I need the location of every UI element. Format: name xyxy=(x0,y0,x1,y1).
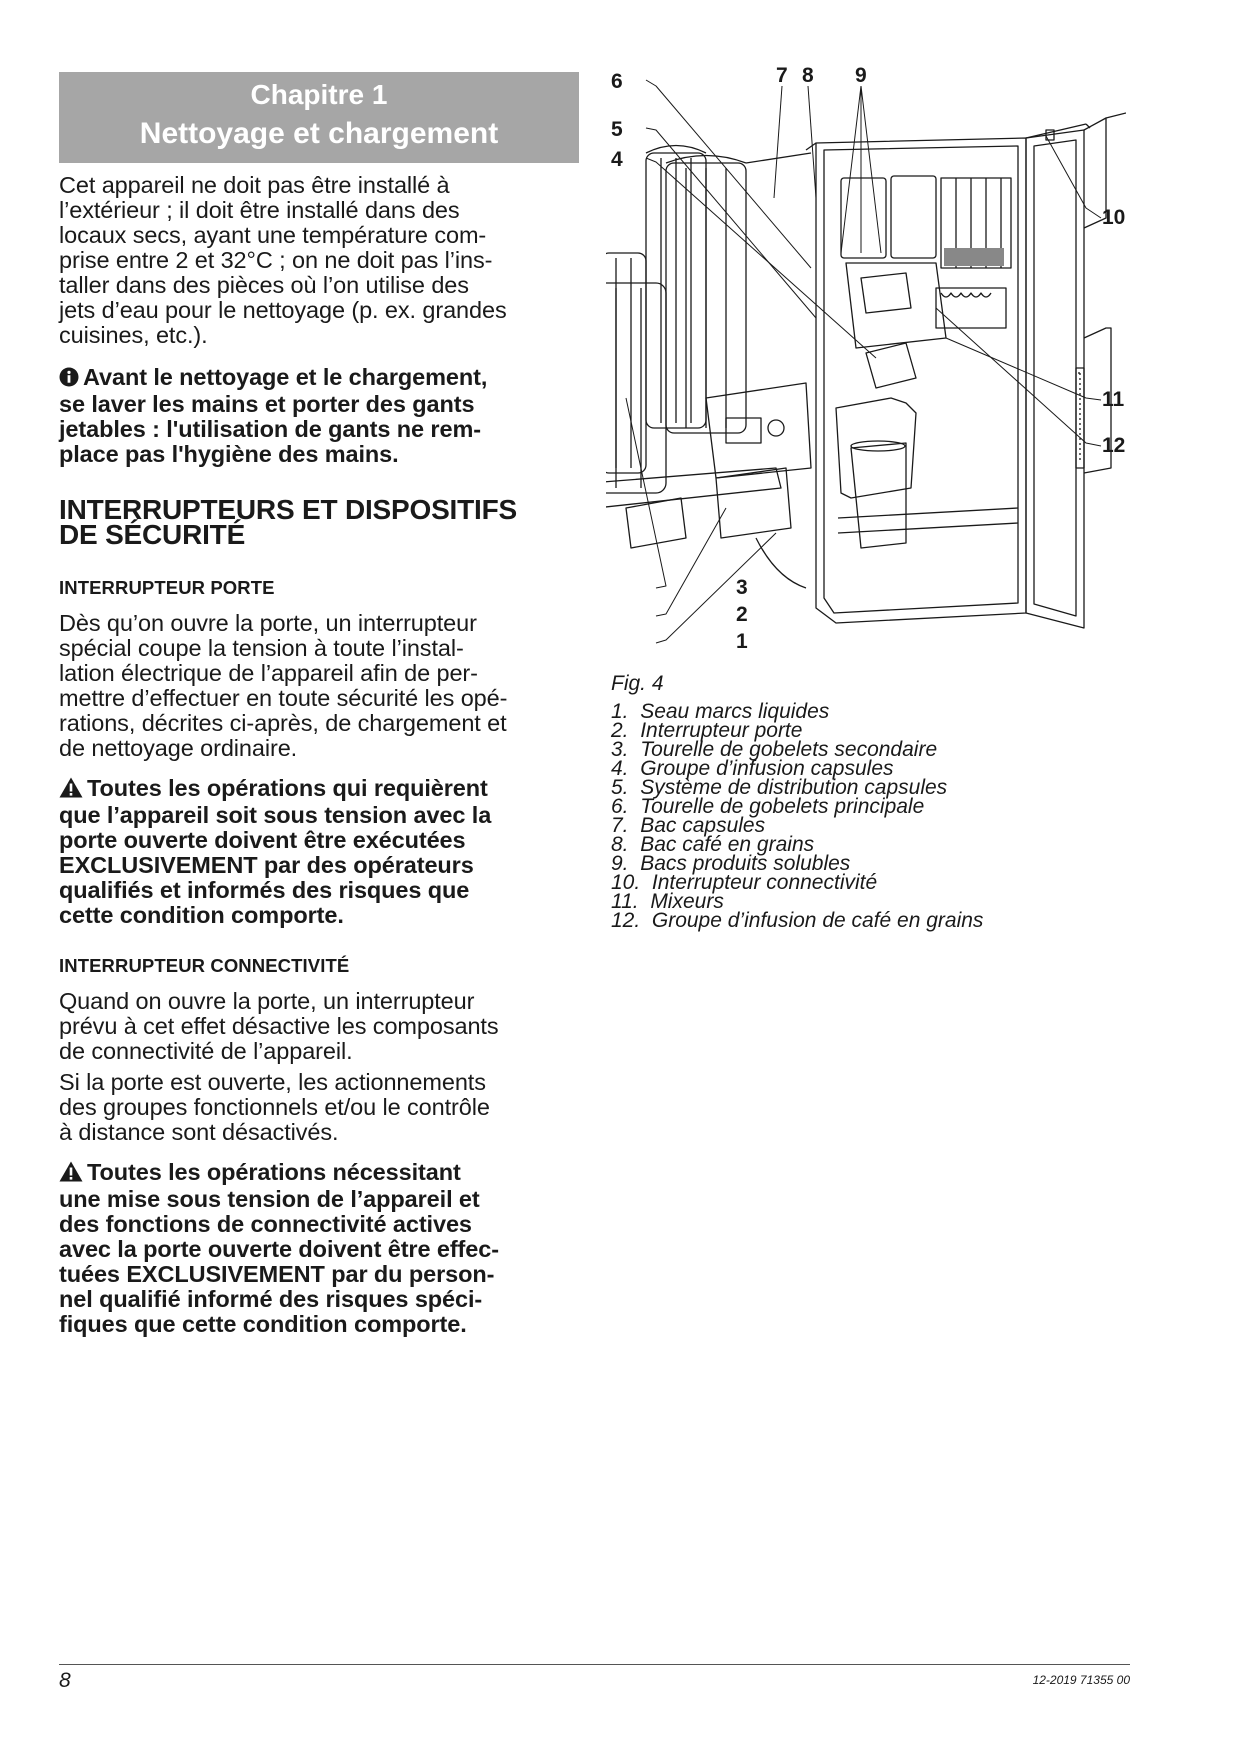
intro-line: locaux secs, ayant une température com- xyxy=(59,222,487,248)
connectivity-text-line: des groupes fonctionnels et/ou le contrôle xyxy=(59,1094,490,1120)
figure-legend xyxy=(611,702,1131,930)
intro-line: Cet appareil ne doit pas être installé à xyxy=(59,172,450,198)
callout-5: 5 xyxy=(611,118,623,141)
machine-illustration xyxy=(606,68,1126,668)
leader-8 xyxy=(808,86,816,198)
text-column xyxy=(59,72,579,1337)
warning-line: Toutes les opérations nécessitant xyxy=(87,1159,461,1185)
leader-1 xyxy=(656,533,776,643)
callout-2: 2 xyxy=(736,603,748,626)
brew-unit xyxy=(861,273,911,313)
hygiene-line: place pas l'hygiène des mains. xyxy=(59,441,399,467)
callout-8: 8 xyxy=(802,64,814,87)
intro-line: jets d’eau pour le nettoyage (p. ex. grandes xyxy=(59,297,507,323)
hygiene-line: se laver les mains et porter des gants xyxy=(59,391,475,417)
door-text-line: lation électrique de l’appareil afin de per- xyxy=(59,660,478,686)
door-text-line: mettre d’effectuer en toute sécurité les opé- xyxy=(59,685,508,711)
door-switch-warning xyxy=(59,776,579,928)
door-text-line: de nettoyage ordinaire. xyxy=(59,735,298,761)
legend-item: 8. Bac café en grains xyxy=(611,833,815,856)
intro-line: l’extérieur ; il doit être installé dans des xyxy=(59,197,460,223)
connectivity-paragraph-2 xyxy=(59,1070,579,1145)
legend-item: 3. Tourelle de gobelets secondaire xyxy=(611,738,938,761)
intro-line: prise entre 2 et 32°C ; on ne doit pas l’ins- xyxy=(59,247,493,273)
leader-7 xyxy=(774,86,782,198)
warning-line: avec la porte ouverte doivent être effec- xyxy=(59,1236,499,1262)
door-open-flap xyxy=(1106,113,1126,118)
cabinet-floor xyxy=(838,523,1018,533)
callout-9: 9 xyxy=(855,64,867,87)
door-panel xyxy=(1026,130,1084,628)
door-text-line: Dès qu’on ouvre la porte, un interrupteur xyxy=(59,610,477,636)
leader-9 xyxy=(841,86,861,253)
door-text-line: spécial coupe la tension à toute l’instal- xyxy=(59,635,464,661)
legend-item: 2. Interrupteur porte xyxy=(611,719,803,742)
warning-line: tuées EXCLUSIVEMENT par du person- xyxy=(59,1261,495,1287)
connectivity-text-line: de connectivité de l’appareil. xyxy=(59,1038,353,1064)
section-title-line: INTERRUPTEURS ET DISPOSITIFS xyxy=(59,494,517,525)
gear xyxy=(768,420,784,436)
page-number: 8 xyxy=(59,1669,71,1692)
warning-line: EXCLUSIVEMENT par des opérateurs xyxy=(59,852,474,878)
door-switch-title: INTERRUPTEUR PORTE xyxy=(59,577,275,598)
secondary-cup-tower-2 xyxy=(606,283,666,493)
legend-item: 5. Système de distribution capsules xyxy=(611,776,948,799)
legend-item: 9. Bacs produits solubles xyxy=(611,852,851,875)
legend-item: 6. Tourelle de gobelets principale xyxy=(611,795,925,818)
connectivity-text-line: prévu à cet effet désactive les composants xyxy=(59,1013,499,1039)
hygiene-line: Avant le nettoyage et le chargement, xyxy=(83,364,488,390)
leader-10 xyxy=(1046,136,1101,218)
capsule-bin xyxy=(841,178,886,258)
warning-line: nel qualifié informé des risques spéci- xyxy=(59,1286,483,1312)
connectivity-switch-title: INTERRUPTEUR CONNECTIVITÉ xyxy=(59,955,350,976)
connectivity-text-line: Quand on ouvre la porte, un interrupteur xyxy=(59,988,475,1014)
section-title-line: DE SÉCURITÉ xyxy=(59,519,246,550)
warning-line: Toutes les opérations qui requièrent xyxy=(87,775,488,801)
legend-item: 12. Groupe d’infusion de café en grains xyxy=(611,909,984,932)
callout-6: 6 xyxy=(611,70,623,93)
cabinet-inner-frame xyxy=(824,146,1018,613)
warning-line: cette condition comporte. xyxy=(59,902,344,928)
leader-9 xyxy=(861,86,881,253)
leader-11 xyxy=(946,338,1101,400)
leader-6 xyxy=(646,80,811,268)
callout-11: 11 xyxy=(1102,388,1125,411)
cabinet-floor xyxy=(838,508,1018,518)
mixer-detail xyxy=(941,293,991,297)
intro-line: cuisines, etc.). xyxy=(59,322,208,348)
door-text-line: rations, décrites ci-après, de chargement et xyxy=(59,710,507,736)
warning-line: une mise sous tension de l’appareil et xyxy=(59,1186,480,1212)
intro-paragraph xyxy=(59,173,579,348)
intro-line: taller dans des pièces où l’on utilise des xyxy=(59,272,469,298)
hygiene-line: jetables : l'utilisation de gants ne rem- xyxy=(59,416,481,442)
cup-tower-arm xyxy=(746,153,811,163)
footer-divider xyxy=(59,1664,1130,1665)
legend-item: 7. Bac capsules xyxy=(611,814,766,837)
callout-12: 12 xyxy=(1102,434,1126,457)
cabinet-outline xyxy=(816,138,1026,623)
chapter-number: Chapitre 1 xyxy=(250,79,388,110)
legend-item: 11. Mixeurs xyxy=(611,890,724,913)
hygiene-note xyxy=(59,365,579,467)
machine-figure xyxy=(606,64,1126,668)
leader-2 xyxy=(656,508,726,616)
callout-3: 3 xyxy=(736,576,748,599)
warning-triangle-icon xyxy=(59,777,83,803)
callout-4: 4 xyxy=(611,148,623,171)
legend-item: 4. Groupe d’infusion capsules xyxy=(611,757,894,780)
legend-item: 10. Interrupteur connectivité xyxy=(611,871,878,894)
warning-line: des fonctions de connectivité actives xyxy=(59,1211,472,1237)
bin-fronts xyxy=(944,248,1004,266)
legend-item: 1. Seau marcs liquides xyxy=(611,700,830,723)
cup-tower-top xyxy=(646,146,706,154)
connectivity-paragraph-1 xyxy=(59,989,579,1064)
bean-hopper xyxy=(891,176,936,258)
connectivity-text-line: à distance sont désactivés. xyxy=(59,1119,339,1145)
cabinet-edge xyxy=(806,143,816,150)
capsule-mechanism xyxy=(846,263,946,348)
chapter-header xyxy=(59,72,579,163)
mechanism-plate xyxy=(706,383,811,478)
figure-caption: Fig. 4 xyxy=(611,672,664,695)
info-circle-icon xyxy=(59,367,79,392)
warning-line: fiques que cette condition comporte. xyxy=(59,1311,467,1337)
dispensing-assembly xyxy=(866,343,916,388)
warning-line: que l’appareil soit sous tension avec la xyxy=(59,802,492,828)
cup-drop-unit xyxy=(716,468,791,538)
callout-7: 7 xyxy=(776,64,788,87)
door-switch-paragraph xyxy=(59,611,579,761)
document-code: 12-2019 71355 00 xyxy=(1032,1673,1130,1687)
connectivity-warning xyxy=(59,1160,579,1337)
secondary-cup-tower xyxy=(606,253,646,473)
chapter-title: Nettoyage et chargement xyxy=(139,117,499,150)
section-title xyxy=(59,494,579,550)
warning-line: qualifiés et informés des risques que xyxy=(59,877,470,903)
callout-1: 1 xyxy=(736,630,748,653)
connectivity-text-line: Si la porte est ouverte, les actionnements xyxy=(59,1069,486,1095)
warning-line: porte ouverte doivent être exécutées xyxy=(59,827,466,853)
callout-10: 10 xyxy=(1102,206,1126,229)
warning-triangle-icon xyxy=(59,1161,83,1187)
